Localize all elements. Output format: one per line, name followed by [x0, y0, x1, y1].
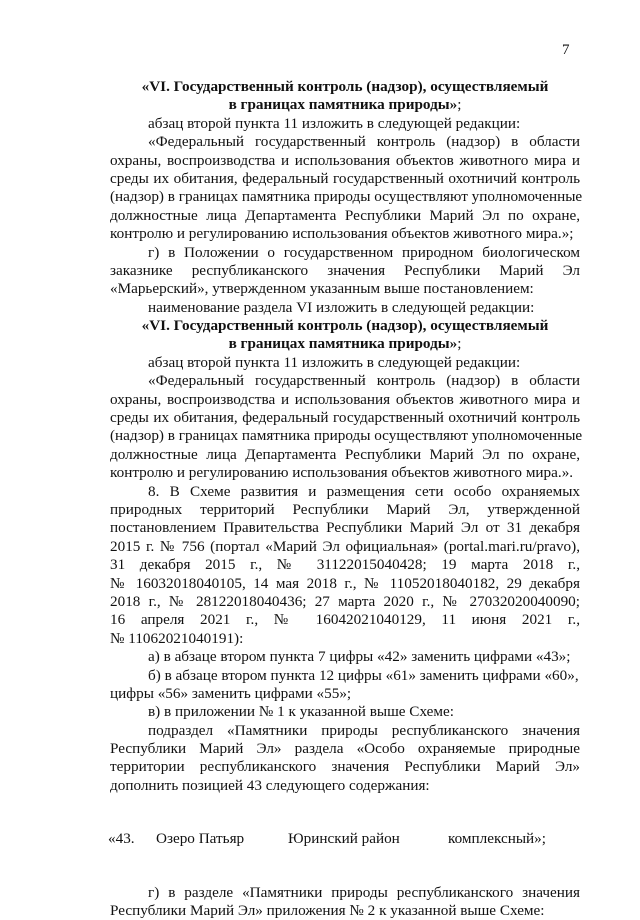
text-line: абзац второй пункта 11 изложить в следующей редакции: — [148, 114, 521, 132]
text-line: контролю и регулированию использования объектов животного мира.». — [110, 464, 574, 482]
text-line: подраздел «Памятники природы республиканского значения — [148, 721, 580, 739]
text-lines — [110, 78, 583, 795]
text-tail: ; — [457, 335, 462, 353]
text-line: постановлением Правительства Республики Марий Эл от 31 декабря — [110, 519, 580, 537]
text-line: должностные лица Департамента Республики Марий Эл по охране, — [110, 206, 580, 224]
text-tail: ; — [457, 96, 462, 114]
text-line: № 16032018040105, 14 мая 2018 г., № 11052018040182, 29 декабря — [110, 574, 580, 592]
text-line: охраны, воспроизводства и использования объектов животного мира и — [110, 151, 580, 169]
text-line: среды их обитания, федеральный государственный охотничий контроль — [110, 409, 580, 427]
text-line: 16 апреля 2021 г., № 16042021040129, 11 июня 2021 г., — [110, 611, 580, 629]
text-line: наименование раздела VI изложить в следующей редакции: — [148, 298, 535, 316]
table-row — [110, 830, 580, 848]
text-line: среды их обитания, федеральный государственный охотничий контроль — [110, 169, 580, 187]
text-line: (надзор) в границах памятника природы осуществляют уполномоченные — [110, 188, 583, 206]
text-line: «VI. Государственный контроль (надзор), осуществляемый — [141, 317, 549, 335]
text-line: природных территорий Республики Марий Эл, утвержденной — [110, 500, 580, 518]
text-line: № 11062021040191): — [110, 629, 244, 647]
text-line: 8. В Схеме развития и размещения сети особо охраняемых — [148, 482, 580, 500]
bold-text: в границах памятника природы» — [228, 335, 458, 353]
text-line: (надзор) в границах памятника природы осуществляют уполномоченные — [110, 427, 583, 445]
text-line: в) в приложении № 1 к указанной выше Схеме: — [148, 703, 454, 721]
text-line: 2018 г., № 28122018040436; 27 марта 2020 г., № 27032020040090; — [110, 592, 580, 610]
text-line: дополнить позицией 43 следующего содержания: — [110, 776, 430, 794]
entry-type: комплексный»; — [448, 830, 546, 848]
text-line: территории республиканского значения Республики Марий Эл» — [110, 758, 580, 776]
text-line — [110, 335, 580, 353]
text-line: «Федеральный государственный контроль (надзор) в области — [148, 133, 580, 151]
text-line: б) в абзаце втором пункта 12 цифры «61» заменить цифрами «60», — [148, 666, 579, 684]
text-line: должностные лица Департамента Республики Марий Эл по охране, — [110, 445, 580, 463]
text-line: 2015 г. № 756 (портал «Марий Эл официальная» (portal.mari.ru/pravo), — [110, 537, 580, 555]
text-line: Республики Марий Эл» раздела «Особо охраняемые природные — [110, 740, 580, 758]
text-line: охраны, воспроизводства и использования объектов животного мира и — [110, 390, 580, 408]
text-line: цифры «56» заменить цифрами «55»; — [110, 684, 352, 702]
text-line: абзац второй пункта 11 изложить в следующей редакции: — [148, 353, 521, 371]
text-line: контролю и регулированию использования объектов животного мира.»; — [110, 225, 574, 243]
text-line: Республики Марий Эл» приложения № 2 к указанной выше Схеме: — [110, 902, 545, 920]
page-number: 7 — [562, 42, 570, 58]
text-line: а) в абзаце втором пункта 7 цифры «42» заменить цифрами «43»; — [148, 648, 571, 666]
document-body — [108, 78, 583, 920]
text-line: г) в Положении о государственном природном биологическом — [148, 243, 580, 261]
entry-number: «43. — [108, 830, 135, 848]
text-line: г) в разделе «Памятники природы республиканского значения — [148, 883, 580, 901]
entry-name: Озеро Патьяр — [156, 830, 245, 848]
text-line — [110, 96, 580, 114]
spacer — [110, 795, 580, 830]
entry-district: Юринский район — [288, 830, 400, 848]
text-line: «Федеральный государственный контроль (надзор) в области — [148, 372, 580, 390]
text-line: «VI. Государственный контроль (надзор), осуществляемый — [141, 78, 549, 95]
text-line: «Марьерский», утвержденном указанным выше постановлением: — [110, 280, 534, 298]
spacer — [110, 849, 580, 884]
text-line: 31 декабря 2015 г., № 31122015040428; 19 марта 2018 г., — [110, 556, 580, 574]
text-line: заказнике республиканского значения Республики Марий Эл — [110, 261, 580, 279]
bold-text: в границах памятника природы» — [228, 96, 458, 114]
